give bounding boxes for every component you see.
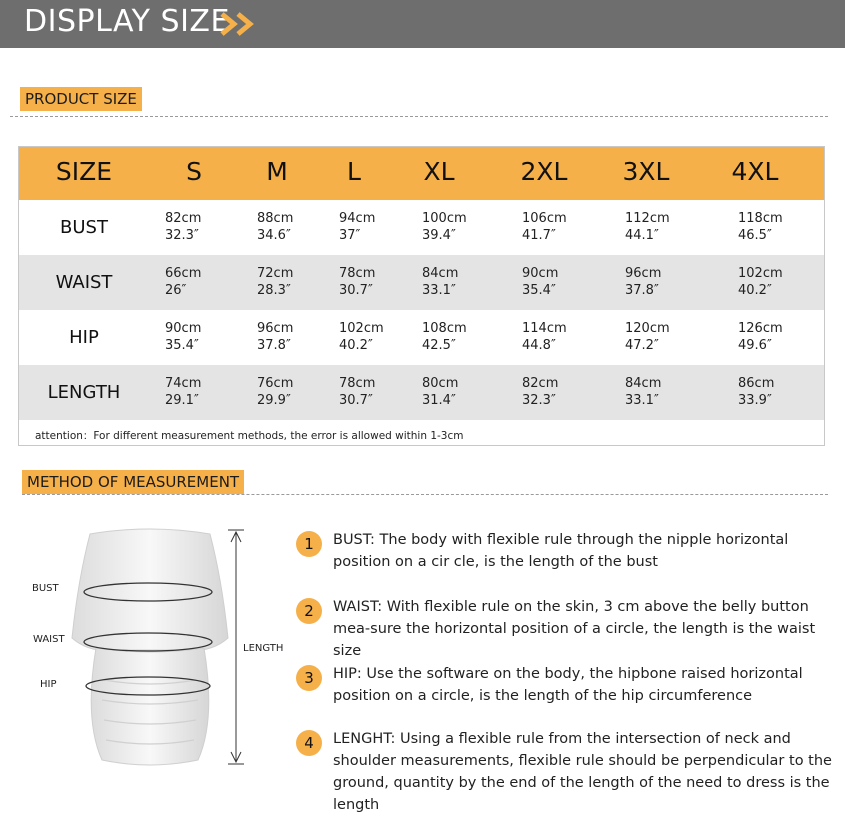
table-cell — [422, 320, 467, 354]
row-label: WAIST — [55, 272, 113, 293]
table-cell — [738, 210, 783, 244]
cell-cm: 88cm — [257, 211, 294, 226]
cell-inch: 29.9″ — [257, 393, 291, 408]
figure-label-length: LENGTH — [243, 643, 284, 654]
cell-inch: 46.5″ — [738, 228, 772, 243]
header-size: SIZE — [55, 157, 113, 186]
step-text: WAIST: With flexible rule on the skin, 3 cm above the belly button mea-sure the horizontal position of a circle, the length is the waist size — [333, 599, 816, 659]
method-tag: METHOD OF MEASUREMENT — [22, 470, 244, 494]
cell-inch: 26″ — [165, 283, 187, 298]
row-label: HIP — [69, 327, 99, 348]
table-cell — [339, 210, 375, 244]
header-2xl: 2XL — [520, 157, 568, 186]
cell-cm: 74cm — [165, 376, 202, 391]
size-table — [18, 146, 825, 446]
cell-inch: 40.2″ — [339, 338, 373, 353]
table-cell — [625, 375, 661, 409]
step-3 — [296, 663, 836, 709]
cell-cm: 78cm — [339, 266, 376, 281]
table-cell — [522, 320, 567, 354]
figure-label-waist: WAIST — [33, 634, 65, 645]
table-cell — [738, 265, 783, 299]
cell-cm: 108cm — [422, 321, 467, 336]
header-s: S — [186, 157, 202, 186]
table-cell — [625, 320, 670, 354]
step-1 — [296, 529, 836, 575]
step-2 — [296, 596, 836, 659]
cell-cm: 72cm — [257, 266, 294, 281]
table-cell — [165, 210, 201, 244]
table-cell — [339, 265, 375, 299]
table-cell — [257, 265, 293, 299]
table-cell — [257, 320, 293, 354]
cell-cm: 94cm — [339, 211, 376, 226]
header-3xl: 3XL — [622, 157, 670, 186]
table-cell — [165, 265, 201, 299]
header-l: L — [347, 157, 361, 186]
page-title: DISPLAY SIZE — [24, 4, 230, 39]
row-label: BUST — [60, 217, 108, 238]
header-bar — [0, 0, 845, 48]
cell-inch: 49.6″ — [738, 338, 772, 353]
cell-inch: 30.7″ — [339, 283, 373, 298]
cell-inch: 42.5″ — [422, 338, 456, 353]
step-text: HIP: Use the software on the body, the hipbone raised horizontal position on a circle, is the length of the hip circumference — [333, 666, 803, 704]
cell-cm: 112cm — [625, 211, 670, 226]
cell-cm: 96cm — [625, 266, 662, 281]
table-cell — [422, 265, 458, 299]
step-number-badge: 1 — [296, 531, 322, 557]
step-number-badge: 3 — [296, 665, 322, 691]
cell-cm: 86cm — [738, 376, 775, 391]
cell-inch: 37.8″ — [625, 283, 659, 298]
table-row — [19, 310, 824, 365]
cell-inch: 31.4″ — [422, 393, 456, 408]
step-text: BUST: The body with flexible rule through the nipple horizontal position on a cir cle, is the length of the bust — [333, 532, 789, 570]
table-cell — [339, 320, 384, 354]
double-chevron-right-icon — [218, 8, 262, 40]
cell-cm: 78cm — [339, 376, 376, 391]
cell-inch: 32.3″ — [165, 228, 199, 243]
cell-cm: 96cm — [257, 321, 294, 336]
header-xl: XL — [423, 157, 455, 186]
cell-cm: 126cm — [738, 321, 783, 336]
step-number-badge: 4 — [296, 730, 322, 756]
step-4 — [296, 728, 836, 813]
cell-cm: 120cm — [625, 321, 670, 336]
table-row — [19, 255, 824, 310]
figure-label-hip: HIP — [40, 679, 57, 690]
cell-cm: 106cm — [522, 211, 567, 226]
cell-cm: 76cm — [257, 376, 294, 391]
cell-inch: 32.3″ — [522, 393, 556, 408]
cell-cm: 118cm — [738, 211, 783, 226]
cell-cm: 90cm — [165, 321, 202, 336]
table-cell — [522, 265, 558, 299]
cell-cm: 102cm — [339, 321, 384, 336]
cell-cm: 84cm — [625, 376, 662, 391]
cell-inch: 44.1″ — [625, 228, 659, 243]
cell-inch: 39.4″ — [422, 228, 456, 243]
cell-inch: 29.1″ — [165, 393, 199, 408]
cell-cm: 114cm — [522, 321, 567, 336]
cell-inch: 41.7″ — [522, 228, 556, 243]
cell-inch: 35.4″ — [165, 338, 199, 353]
cell-cm: 84cm — [422, 266, 459, 281]
cell-inch: 33.1″ — [625, 393, 659, 408]
table-cell — [257, 210, 293, 244]
table-cell — [738, 320, 783, 354]
cell-inch: 37″ — [339, 228, 361, 243]
table-row — [19, 200, 824, 255]
header-m: M — [266, 157, 288, 186]
cell-cm: 102cm — [738, 266, 783, 281]
section-divider — [10, 116, 828, 117]
cell-inch: 47.2″ — [625, 338, 659, 353]
table-cell — [625, 210, 670, 244]
row-label: LENGTH — [47, 382, 121, 403]
cell-inch: 33.1″ — [422, 283, 456, 298]
step-text: LENGHT: Using a flexible rule from the intersection of neck and shoulder measurements, flexible rule should be perpendicular to the ground, quantity by the end of the length of the need to dress is the length — [333, 731, 832, 813]
table-cell — [422, 210, 467, 244]
cell-inch: 37.8″ — [257, 338, 291, 353]
cell-inch: 34.6″ — [257, 228, 291, 243]
table-cell — [625, 265, 661, 299]
cell-inch: 28.3″ — [257, 283, 291, 298]
table-cell — [522, 210, 567, 244]
cell-cm: 80cm — [422, 376, 459, 391]
garment-measurement-figure — [20, 520, 280, 810]
table-cell — [738, 375, 774, 409]
cell-inch: 33.9″ — [738, 393, 772, 408]
cell-inch: 44.8″ — [522, 338, 556, 353]
cell-inch: 40.2″ — [738, 283, 772, 298]
table-cell — [339, 375, 375, 409]
cell-cm: 82cm — [522, 376, 559, 391]
cell-cm: 100cm — [422, 211, 467, 226]
table-cell — [165, 375, 201, 409]
cell-cm: 66cm — [165, 266, 202, 281]
figure-label-bust: BUST — [32, 583, 59, 594]
table-header-row — [19, 147, 824, 200]
table-row — [19, 365, 824, 420]
table-cell — [522, 375, 558, 409]
cell-cm: 90cm — [522, 266, 559, 281]
table-cell — [257, 375, 293, 409]
product-size-tag: PRODUCT SIZE — [20, 87, 142, 111]
header-4xl: 4XL — [731, 157, 779, 186]
attention-note: attention：For different measurement methods, the error is allowed within 1-3cm — [35, 430, 464, 442]
cell-cm: 82cm — [165, 211, 202, 226]
cell-inch: 30.7″ — [339, 393, 373, 408]
table-cell — [165, 320, 201, 354]
step-number-badge: 2 — [296, 598, 322, 624]
section-divider — [22, 494, 828, 495]
table-cell — [422, 375, 458, 409]
cell-inch: 35.4″ — [522, 283, 556, 298]
